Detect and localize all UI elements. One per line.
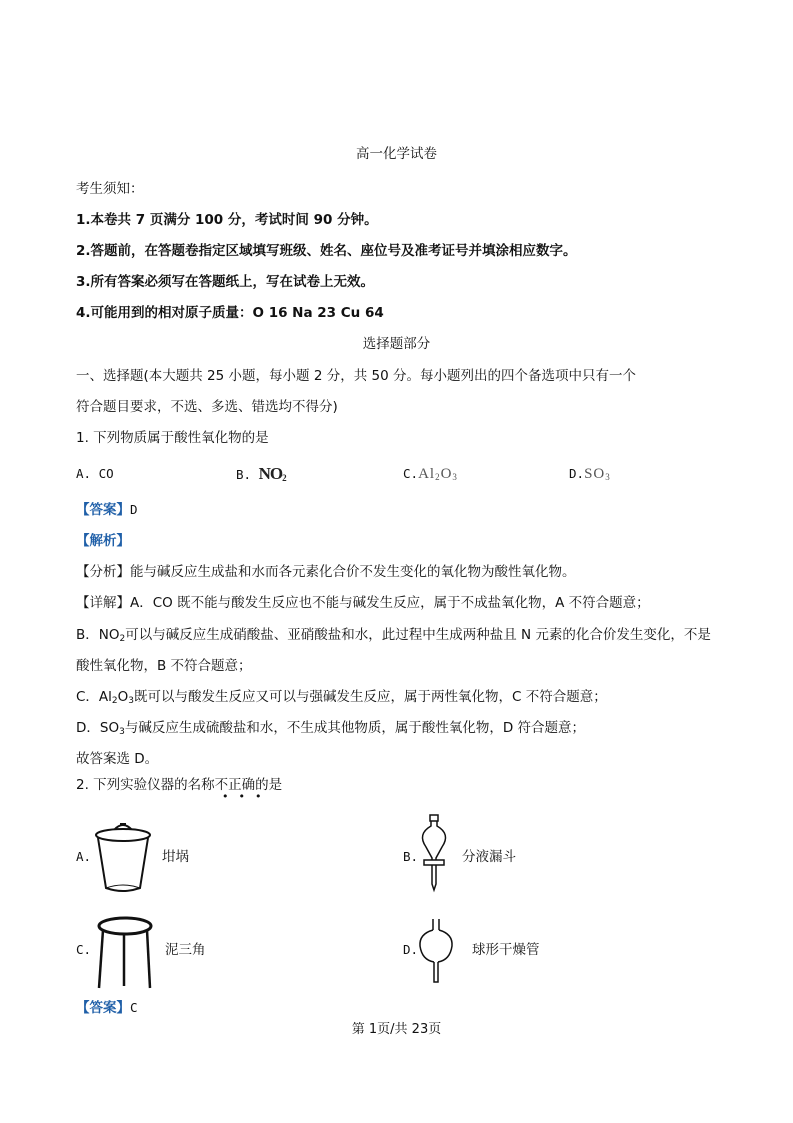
q2-option-d-name: 球形干燥管 [472,942,540,958]
q1-analysis-tag [76,532,130,550]
q1-option-d-formula: $SO_3$ [584,466,611,482]
q1-option-b-label: B. [236,467,252,482]
q1-option-c [403,465,458,483]
q1-detail-b-line-2: 酸性氧化物，B 不符合题意； [76,658,252,674]
page-footer: 第 1页/共 23页 [351,1022,442,1037]
q1-option-b [236,465,286,484]
q1-option-d-label: D. [569,466,585,481]
page-title: 高一化学试卷 [356,146,437,162]
separatory-funnel-icon [414,814,454,904]
q1-detail-a [76,594,650,612]
q2-answer [76,999,138,1017]
q1-conclusion: 故答案选 D。 [76,751,159,767]
tripod-icon [95,914,155,990]
answer-tag: 【答案】 [76,1000,130,1016]
drying-tube-icon [416,918,456,986]
notice-item-4: 4.可能用到的相对原子质量：O 16 Na 23 Cu 64 [76,305,384,321]
q1-stem: 1. 下列物质属于酸性氧化物的是 [76,430,269,446]
q1-detail-d: D．$SO_3$与碱反应生成硫酸盐和水，不生成其他物质，属于酸性氧化物，D 符合题意； [76,720,586,737]
detail-a-text: A．CO 既不能与酸发生反应也不能与碱发生反应，属于不成盐氧化物，A 不符合题意； [130,595,650,611]
q1-option-a: A. CO [76,466,114,481]
q2-option-d-label: D. [403,942,419,957]
q2-option-a-name: 坩埚 [162,849,189,865]
analysis-tag: 【解析】 [76,533,130,549]
q2-option-b-label: B. [403,849,419,864]
section-title: 选择题部分 [362,336,431,352]
answer-value: D [130,502,138,517]
q2-option-a-label: A. [76,849,92,864]
section-intro-line-2: 符合题目要求，不选、多选、错选均不得分) [76,399,338,415]
notice-item-1: 1.本卷共 7 页满分 100 分，考试时间 90 分钟。 [76,212,378,228]
xiangjie-tag: 【详解】 [76,595,130,611]
crucible-icon [92,820,154,894]
q1-detail-c: C．$Al_2O_3$既可以与酸发生反应又可以与强碱发生反应，属于两性氧化物，C 不符合题意； [76,689,607,706]
q1-option-c-label: C. [403,466,419,481]
answer-value: C [130,1000,138,1015]
q2-option-c-name: 泥三角 [165,942,206,958]
notice-item-2: 2.答题前，在答题卷指定区域填写班级、姓名、座位号及准考证号并填涂相应数字。 [76,243,577,259]
fenxi-tag: 【分析】 [76,564,130,580]
notice-heading: 考生须知： [76,181,144,197]
q1-fenxi [76,563,576,581]
q2-option-c-label: C. [76,942,92,957]
fenxi-text: 能与碱反应生成盐和水而各元素化合价不发生变化的氧化物为酸性氧化物。 [130,564,576,580]
section-intro-line-1: 一、选择题(本大题共 25 小题，每小题 2 分，共 50 分。每小题列出的四个备选项中只有一个 [76,368,636,384]
emphasis-dots: ••• [222,790,272,803]
q1-answer [76,501,138,519]
q2-stem: 2. 下列实验仪器的名称不正确的是 [76,777,283,793]
q1-option-d [569,465,611,483]
q1-option-b-formula: $NO_2$ [258,464,286,483]
q2-option-b-name: 分液漏斗 [462,849,516,865]
notice-item-3: 3.所有答案必须写在答题纸上，写在试卷上无效。 [76,274,375,290]
q1-detail-b-line-1: B．$NO_2$可以与碱反应生成硝酸盐、亚硝酸盐和水，此过程中生成两种盐且 N 元素的化合价发生变化，不是 [76,627,711,644]
answer-tag: 【答案】 [76,502,130,518]
q1-option-c-formula: $Al_2O_3$ [418,466,458,482]
